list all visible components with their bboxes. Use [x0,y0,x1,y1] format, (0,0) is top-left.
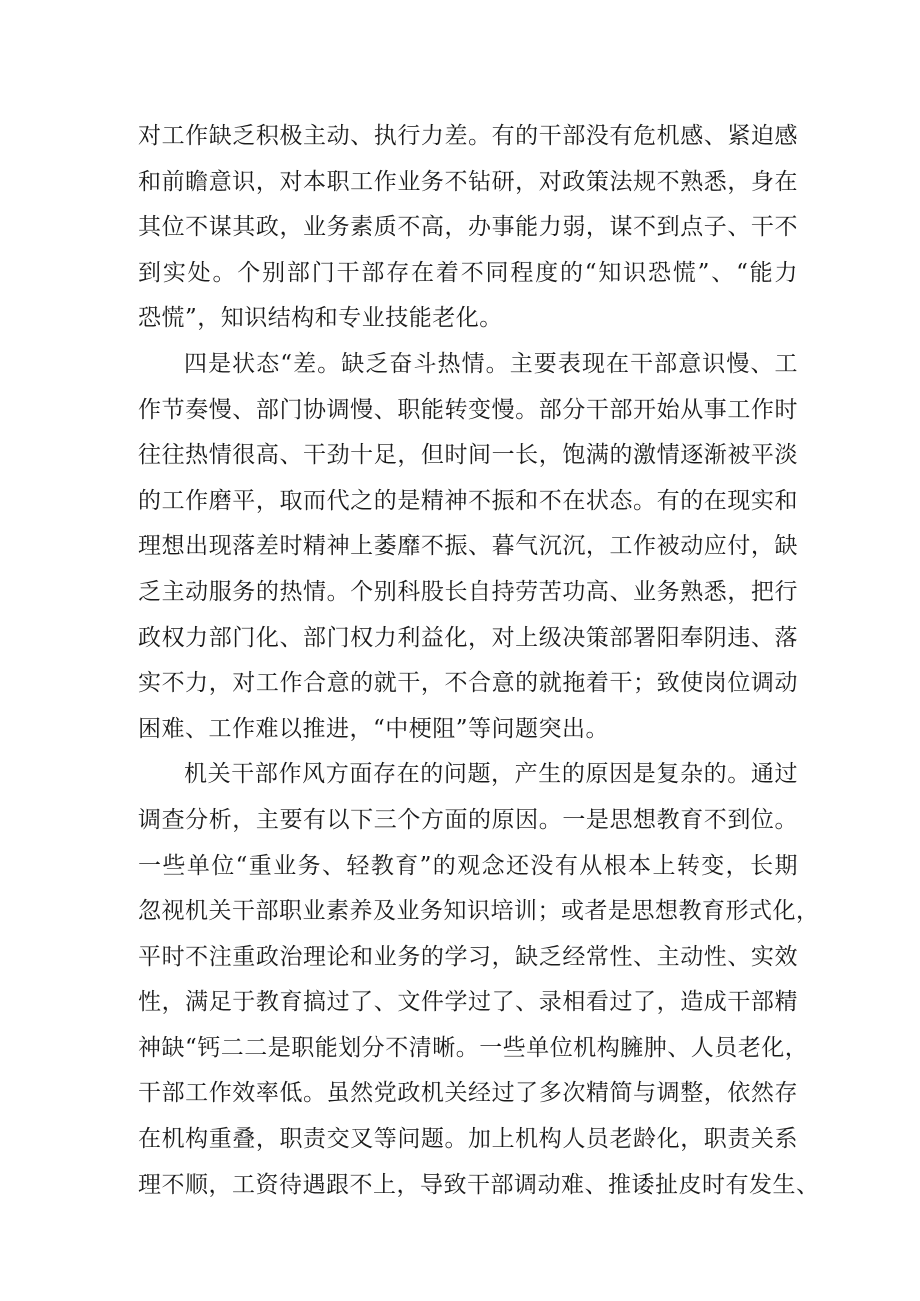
paragraph-1-line-3: 其位不谋其政，业务素质不高，办事能力弱，谋不到点子、干不 [138,214,798,241]
paragraph-2-line-4: 的工作磨平，取而代之的是精神不振和不在状态。有的在现实和 [138,487,798,514]
paragraph-2-line-7: 政权力部门化、部门权力利益化，对上级决策部署阳奉阴违、落 [138,624,798,651]
paragraph-2-line-1: 四是状态“差。缺乏奋斗热情。主要表现在干部意识慢、工 [184,350,798,377]
paragraph-3-line-5: 平时不注重政治理论和业务的学习，缺乏经常性、主动性、实效 [138,943,798,970]
paragraph-1-line-5: 恐慌”，知识结构和专业技能老化。 [138,305,503,332]
paragraph-1-line-1: 对工作缺乏积极主动、执行力差。有的干部没有危机感、紧迫感 [138,123,798,149]
paragraph-2-line-2: 作节奏慢、部门协调慢、职能转变慢。部分干部开始从事工作时 [138,396,798,423]
paragraph-2-line-5: 理想出现落差时精神上萎靡不振、暮气沉沉，工作被动应付，缺 [138,533,798,560]
paragraph-1-line-2: 和前瞻意识，对本职工作业务不钻研，对政策法规不熟悉，身在 [138,168,798,195]
paragraph-3-line-3: 一些单位“重业务、轻教育”的观念还没有从根本上转变，长期 [138,852,798,879]
paragraph-3-line-4: 忽视机关干部职业素养及业务知识培训；或者是思想教育形式化， [138,898,820,925]
document-body [138,114,820,1208]
paragraph-2-line-8: 实不力，对工作合意的就干，不合意的就拖着干；致使岗位调动 [138,670,798,697]
paragraph-2-line-3: 往往热情很高、干劲十足，但时间一长，饱满的激情逐渐被平淡 [138,442,798,469]
paragraph-2-line-9: 困难、工作难以推进，“中梗阻”等问题突出。 [138,715,610,742]
paragraph-3-line-1: 机关干部作风方面存在的问题，产生的原因是复杂的。通过 [184,761,798,788]
paragraph-3-line-9: 在机构重叠，职责交叉等问题。加上机构人员老龄化，职责关系 [138,1126,798,1153]
paragraph-3-line-7: 神缺“钙二二是职能划分不清晰。一些单位机构臃肿、人员老化， [138,1034,809,1061]
paragraph-3-line-10: 理不顺，工资待遇跟不上，导致干部调动难、推诿扯皮时有发生、 [138,1171,820,1198]
paragraph-3-line-6: 性，满足于教育搞过了、文件学过了、录相看过了，造成干部精 [138,989,798,1016]
paragraph-3-line-8: 干部工作效率低。虽然党政机关经过了多次精简与调整，依然存 [138,1080,798,1107]
paragraph-2-line-6: 乏主动服务的热情。个别科股长自持劳苦功高、业务熟悉，把行 [138,578,798,605]
paragraph-3-line-2: 调查分析，主要有以下三个方面的原因。一是思想教育不到位。 [138,806,798,833]
paragraph-1-line-4: 到实处。个别部门干部存在着不同程度的“知识恐慌”、“能力 [138,259,798,286]
